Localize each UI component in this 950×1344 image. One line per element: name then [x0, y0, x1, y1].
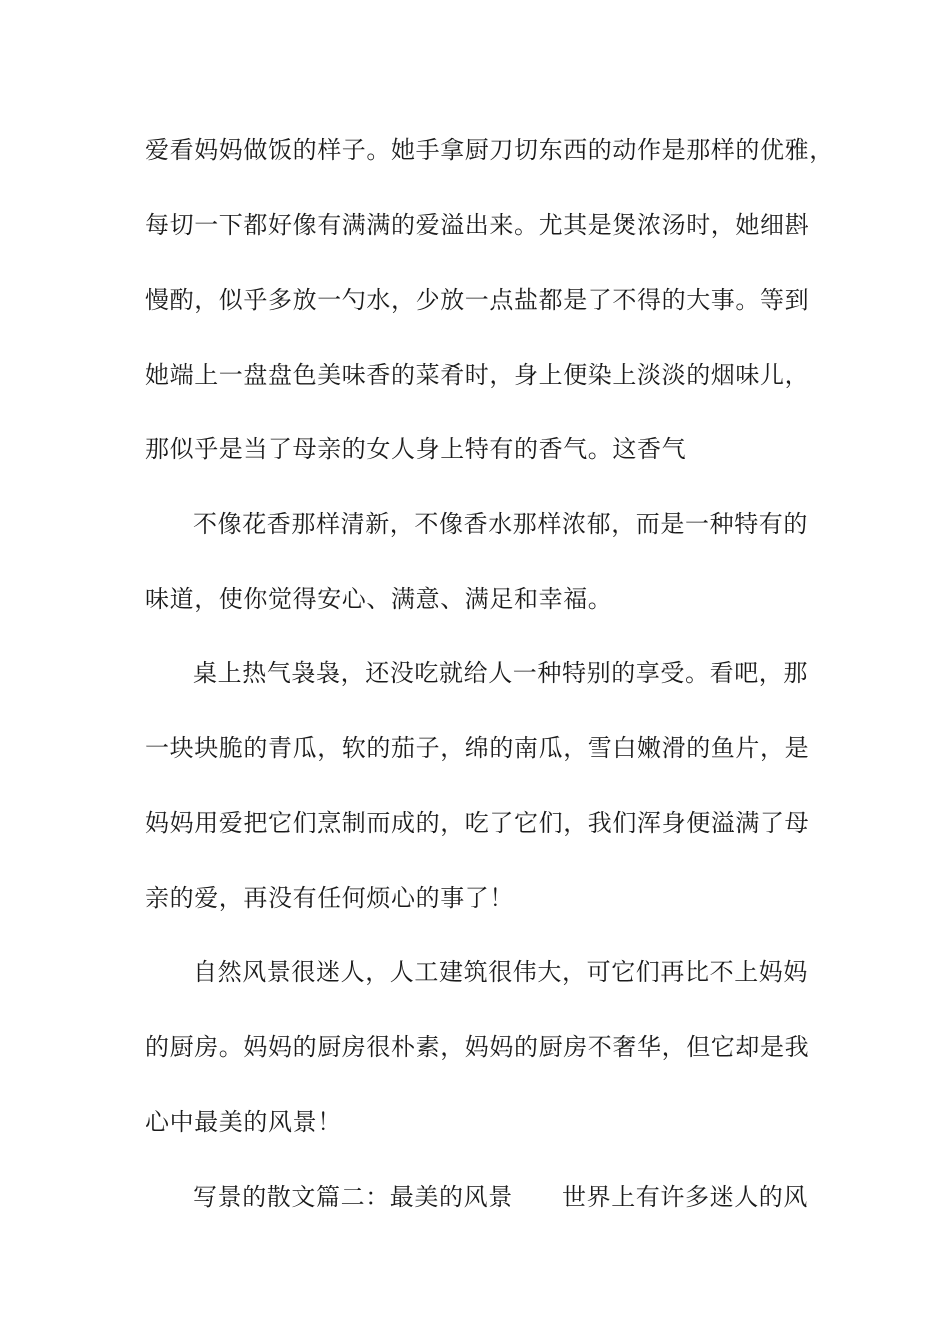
- text-line-7: 味道，使你觉得安心、满意、满足和幸福。: [145, 585, 613, 613]
- text-line-9: 一块块脆的青瓜，软的茄子，绵的南瓜，雪白嫩滑的鱼片，是: [145, 734, 810, 762]
- text-line-4: 她端上一盘盘色美味香的菜肴时，身上便染上淡淡的烟味儿，: [145, 361, 810, 389]
- text-line-1: 爱看妈妈做饭的样子。她手拿厨刀切东西的动作是那样的优雅，: [145, 136, 834, 164]
- text-line-14: 心中最美的风景！: [145, 1108, 342, 1136]
- text-line-2: 每切一下都好像有满满的爱溢出来。尤其是煲浓汤时，她细斟: [145, 211, 810, 239]
- text-line-5: 那似乎是当了母亲的女人身上特有的香气。这香气: [145, 435, 687, 463]
- text-line-13: 的厨房。妈妈的厨房很朴素，妈妈的厨房不奢华，但它却是我: [145, 1033, 810, 1061]
- text-line-10: 妈妈用爱把它们烹制而成的，吃了它们，我们浑身便溢满了母: [145, 809, 810, 837]
- text-line-3: 慢酌，似乎多放一勺水，少放一点盐都是了不得的大事。等到: [145, 286, 810, 314]
- text-line-15: 写景的散文篇二：最美的风景 世界上有许多迷人的风: [193, 1183, 808, 1211]
- text-line-12: 自然风景很迷人，人工建筑很伟大，可它们再比不上妈妈: [193, 958, 808, 986]
- text-line-11: 亲的爱，再没有任何烦心的事了！: [145, 884, 514, 912]
- text-line-8: 桌上热气袅袅，还没吃就给人一种特别的享受。看吧，那: [193, 659, 808, 687]
- text-line-6: 不像花香那样清新，不像香水那样浓郁，而是一种特有的: [193, 510, 808, 538]
